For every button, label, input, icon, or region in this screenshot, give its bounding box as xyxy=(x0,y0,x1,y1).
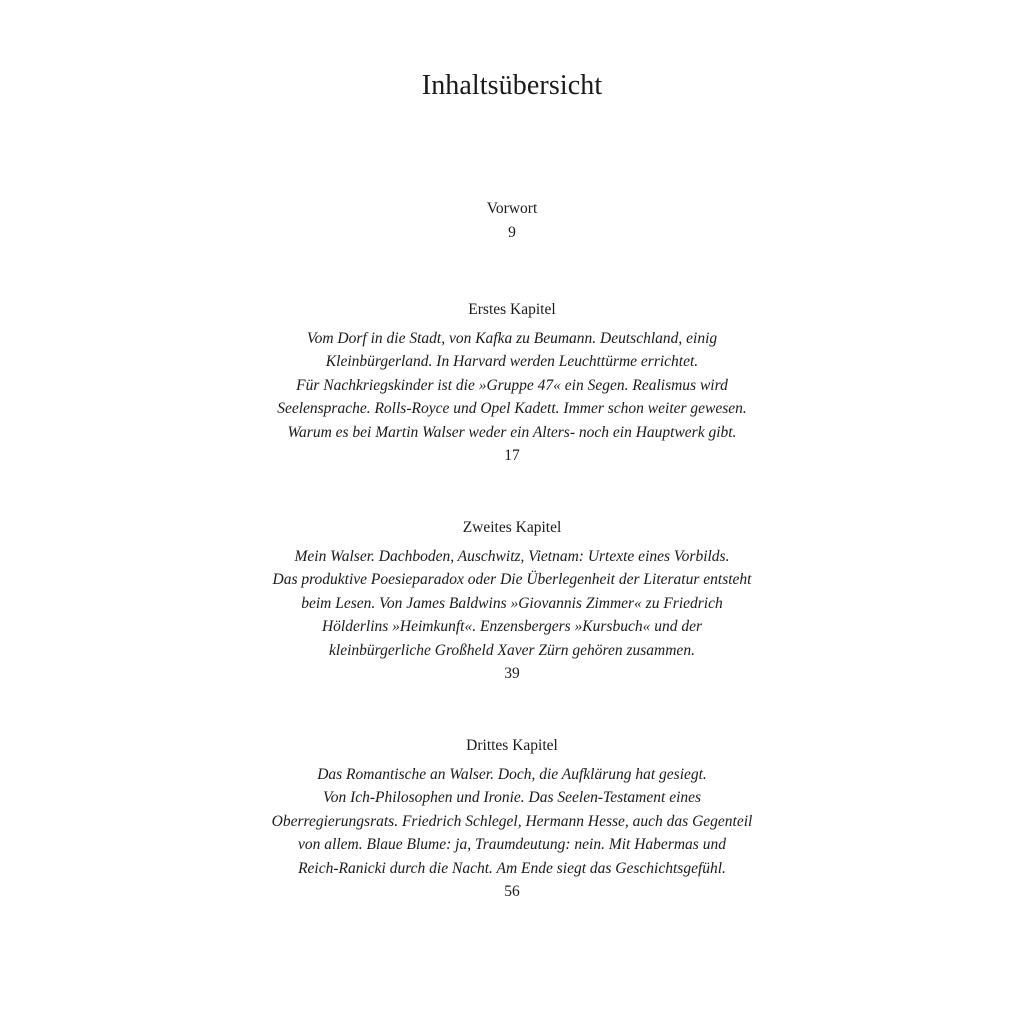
entry-description xyxy=(0,545,1024,662)
description-line: Kleinbürgerland. In Harvard werden Leuchttürme errichtet. xyxy=(325,353,699,371)
toc-entry-chapter-2 xyxy=(0,516,1024,686)
description-line: Für Nachkriegskinder ist die »Gruppe 47« ein Segen. Realismus wird xyxy=(296,376,728,394)
description-line: Reich-Ranicki durch die Nacht. Am Ende siegt das Geschichtsgefühl. xyxy=(298,859,726,877)
entry-page-number: 17 xyxy=(504,447,520,465)
description-line: von allem. Blaue Blume: ja, Traumdeutung: nein. Mit Habermas und xyxy=(298,836,726,854)
description-line: Von Ich-Philosophen und Ironie. Das Seelen-Testament eines xyxy=(322,789,702,807)
entry-heading: Erstes Kapitel xyxy=(468,301,556,318)
description-line: Mein Walser. Dachboden, Auschwitz, Vietnam: Urtexte eines Vorbilds. xyxy=(294,548,730,565)
description-line: Seelensprache. Rolls-Royce und Opel Kadett. Immer schon weiter gewesen. xyxy=(277,400,747,418)
description-line: beim Lesen. Von James Baldwins »Giovannis Zimmer« zu Friedrich xyxy=(301,594,723,612)
entry-heading: Zweites Kapitel xyxy=(462,519,562,536)
entry-heading: Drittes Kapitel xyxy=(466,737,558,754)
description-line: Das Romantische an Walser. Doch, die Aufklärung hat gesiegt. xyxy=(317,766,707,783)
entry-page-number: 56 xyxy=(504,883,520,901)
entry-description xyxy=(0,327,1024,444)
entry-page-number: 39 xyxy=(504,665,520,683)
description-line: Oberregierungsrats. Friedrich Schlegel, Hermann Hesse, auch das Gegenteil xyxy=(271,812,753,830)
toc-entry-chapter-1 xyxy=(0,298,1024,468)
entry-page-number: 9 xyxy=(508,224,516,241)
toc-entry-vorwort xyxy=(0,197,1024,245)
description-line: Hölderlins »Heimkunft«. Enzensbergers »Kursbuch« und der xyxy=(321,618,702,636)
description-line: Das produktive Poesieparadox oder Die Überlegenheit der Literatur entsteht xyxy=(272,571,752,589)
entry-description xyxy=(0,763,1024,880)
page-title: Inhaltsübersicht xyxy=(421,70,603,101)
description-line: Vom Dorf in die Stadt, von Kafka zu Beumann. Deutschland, einig xyxy=(306,330,718,347)
description-line: kleinbürgerliche Großheld Xaver Zürn gehören zusammen. xyxy=(329,641,695,659)
toc-entry-chapter-3 xyxy=(0,734,1024,904)
entry-heading: Vorwort xyxy=(486,200,538,217)
description-line: Warum es bei Martin Walser weder ein Alters- noch ein Hauptwerk gibt. xyxy=(287,423,737,441)
